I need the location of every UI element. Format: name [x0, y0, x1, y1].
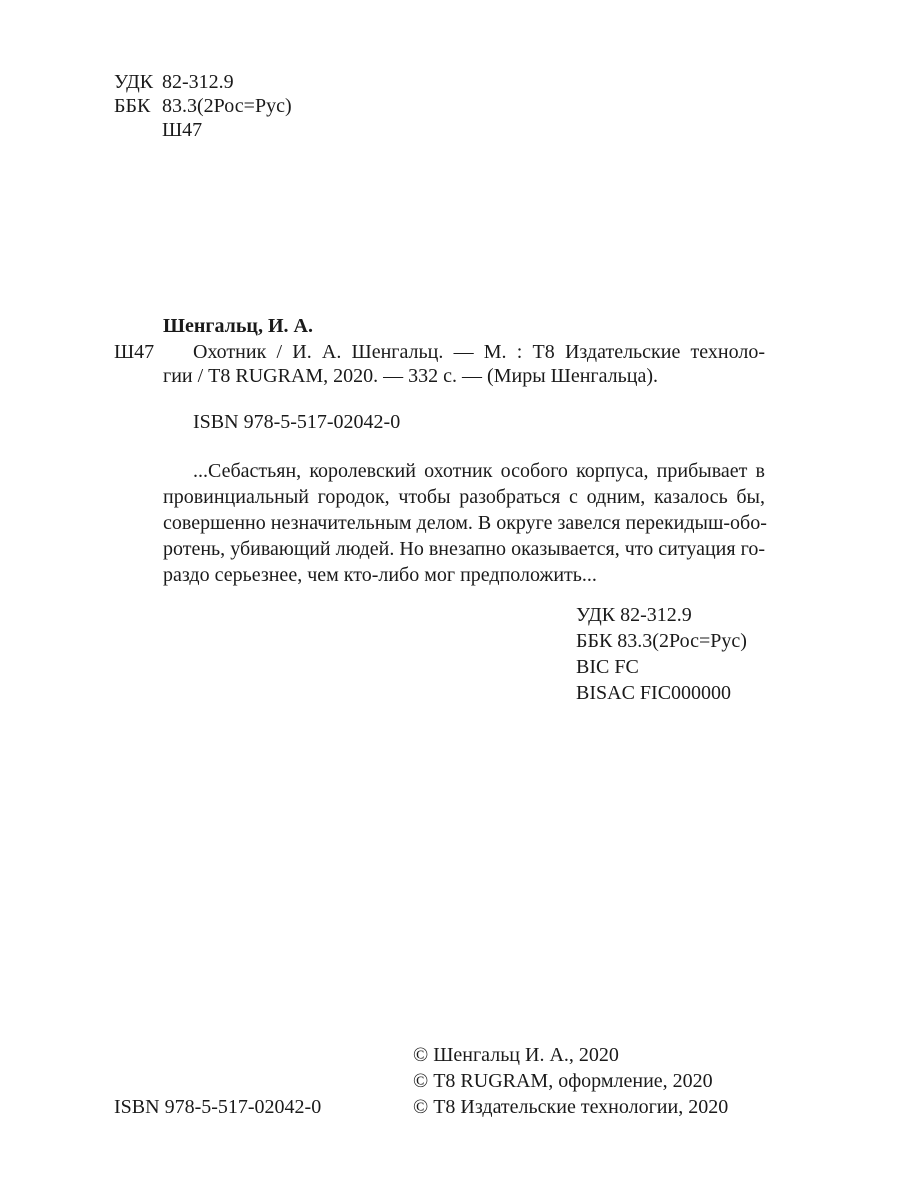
copyright-design: © Т8 RUGRAM, оформление, 2020	[413, 1070, 713, 1092]
bbk-value: 83.3(2Рос=Рус)	[162, 95, 292, 117]
annotation-line: совершенно незначительным делом. В округе завелся перекидыш-обо-	[163, 512, 767, 534]
annotation	[163, 458, 765, 588]
top-classification-block	[114, 70, 292, 142]
isbn-record: ISBN 978-5-517-02042-0	[193, 411, 401, 433]
annotation-line: раздо серьезнее, чем кто-либо мог предположить...	[163, 564, 597, 586]
code-bisac: BISAC FIC000000	[576, 682, 732, 704]
author-heading: Шенгальц, И. А.	[163, 315, 313, 337]
code-udk: УДК 82-312.9	[576, 604, 692, 626]
code-bic: BIC FC	[576, 656, 639, 678]
annotation-line: провинциальный городок, чтобы разобраться с одним, казалось бы,	[163, 486, 765, 508]
annotation-line: ...Себастьян, королевский охотник особого корпуса, прибывает в	[193, 460, 765, 482]
udk-value: 82-312.9	[162, 71, 234, 93]
description-line: гии / Т8 RUGRAM, 2020. — 332 с. — (Миры Шенгальца).	[163, 365, 658, 387]
copyright-author: © Шенгальц И. А., 2020	[413, 1044, 619, 1066]
catalog-code: Ш47	[114, 341, 155, 363]
bibliographic-description	[163, 340, 765, 388]
classification-codes	[576, 602, 747, 706]
copyright-publisher: © Т8 Издательские технологии, 2020	[413, 1096, 729, 1118]
bbk-row	[114, 94, 292, 118]
copyright-block	[413, 1042, 728, 1120]
annotation-line: ротень, убивающий людей. Но внезапно оказывается, что ситуация го-	[163, 538, 765, 560]
description-line: Охотник / И. А. Шенгальц. — М. : Т8 Издательские техноло-	[193, 341, 765, 363]
author-sign: Ш47	[162, 119, 203, 141]
isbn-footer: ISBN 978-5-517-02042-0	[114, 1096, 322, 1118]
code-bbk: ББК 83.3(2Рос=Рус)	[576, 630, 747, 652]
bbk-label: ББК	[114, 95, 151, 117]
udk-row	[114, 70, 292, 94]
udk-label: УДК	[114, 71, 154, 93]
